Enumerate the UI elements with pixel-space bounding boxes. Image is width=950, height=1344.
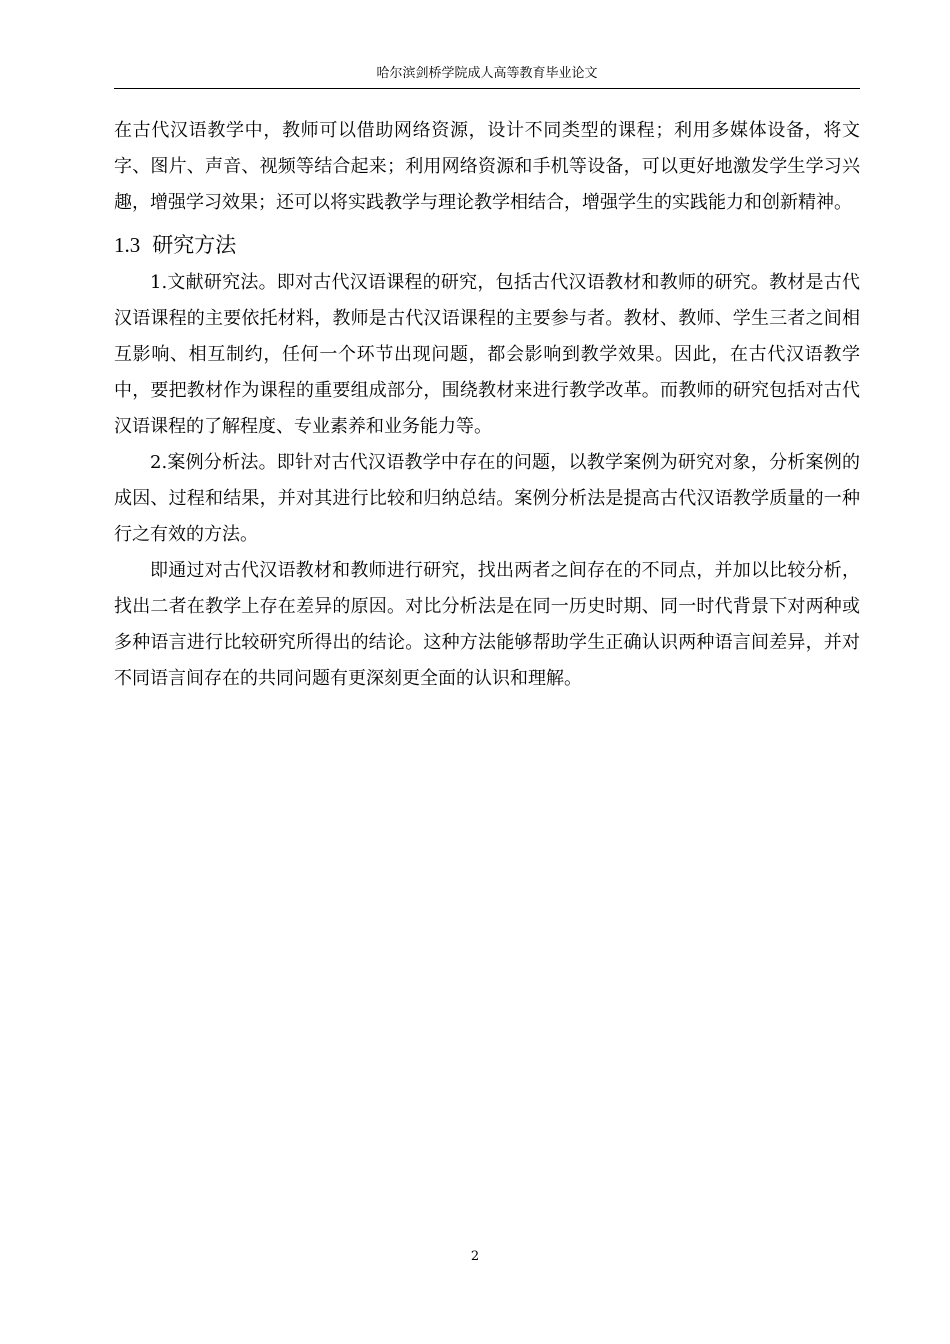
section-number: 1.3 [114,233,141,257]
page-number: 2 [470,1249,480,1264]
paragraph-literature-method: 1.文献研究法。即对古代汉语课程的研究，包括古代汉语教材和教师的研究。教材是古代汉语课程的主要依托材料，教师是古代汉语课程的主要参与者。教材、教师、学生三者之间相互影响、相互制约，任何一个环节出现问题，都会影响到教学效果。因此，在古代汉语教学中，要把教材作为课程的重要组成部分，围绕教材来进行教学改革。而教师的研究包括对古代汉语课程的了解程度、专业素养和业务能力等。 [114,272,860,437]
header-title: 哈尔滨剑桥学院成人高等教育毕业论文 [376,66,598,81]
page-header [114,64,860,89]
paragraph-case-analysis-method: 2.案例分析法。即针对古代汉语教学中存在的问题，以教学案例为研究对象，分析案例的成因、过程和结果，并对其进行比较和归纳总结。案例分析法是提高古代汉语教学质量的一种行之有效的方法。 [114,452,860,545]
section-heading [114,227,860,263]
intro-paragraph: 在古代汉语教学中，教师可以借助网络资源，设计不同类型的课程；利用多媒体设备，将文字、图片、声音、视频等结合起来；利用网络资源和手机等设备，可以更好地激发学生学习兴趣，增强学习效果；还可以将实践教学与理论教学相结合，增强学生的实践能力和创新精神。 [114,120,860,213]
paragraph-comparative-method: 即通过对古代汉语教材和教师进行研究，找出两者之间存在的不同点，并加以比较分析，找出二者在教学上存在差异的原因。对比分析法是在同一历史时期、同一时代背景下对两种或多种语言进行比较研究所得出的结论。这种方法能够帮助学生正确认识两种语言间差异，并对不同语言间存在的共同问题有更深刻更全面的认识和理解。 [114,560,860,689]
page-content [114,113,860,697]
section-title: 研究方法 [152,233,237,257]
